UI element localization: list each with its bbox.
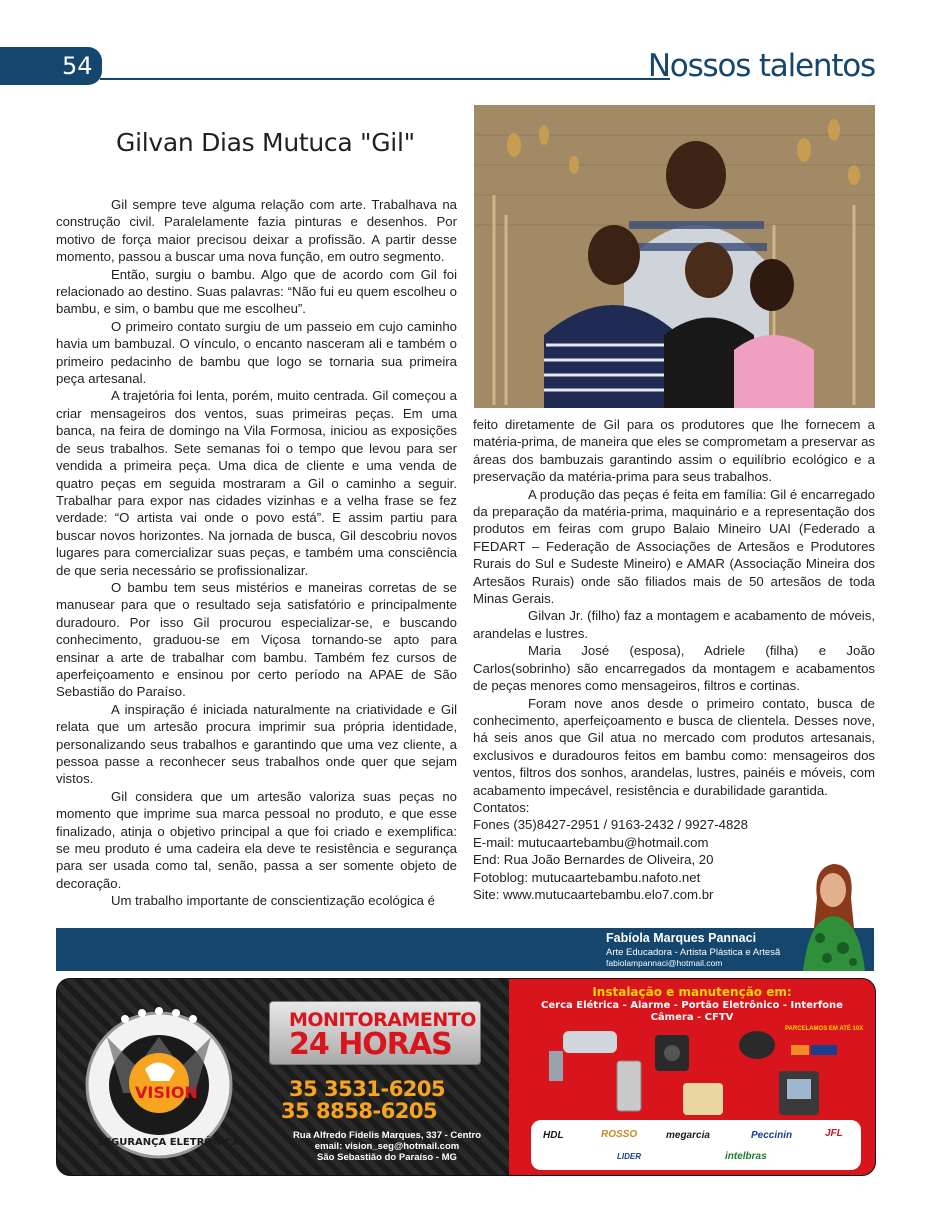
contacts-email: E-mail: mutucaartebambu@hotmail.com xyxy=(473,834,709,850)
brand-rosso: ROSSO xyxy=(601,1129,638,1140)
ad-install-line-1: Cerca Elétrica - Alarme - Portão Eletrônico - Interfone xyxy=(541,1000,843,1011)
article-right-column xyxy=(473,416,875,799)
paragraph: Gil sempre teve alguma relação com arte. Trabalhava na construção civil. Paralelamente fazia pinturas e desenhos. Por motivo de força maior precisou deixar a profissão. A partir desse momento, passou a buscar uma nova função, em outro segmento. xyxy=(56,197,457,265)
ad-phone-1: 35 3531-6205 xyxy=(289,1077,446,1101)
article-title: Gilvan Dias Mutuca "Gil" xyxy=(116,128,415,157)
paragraph: Maria José (esposa), Adriele (filha) e João Carlos(sobrinho) são encarregados da montagem e acabamentos de peças menores como mensageiros, filtros e cortinas. xyxy=(473,643,875,694)
advertisement xyxy=(56,978,876,1176)
security-products-illustration xyxy=(543,1023,863,1119)
contacts-address: End: Rua João Bernardes de Oliveira, 20 xyxy=(473,852,714,868)
page-number: 54 xyxy=(62,52,93,80)
brand-strip xyxy=(531,1120,861,1170)
brand-intelbras: intelbras xyxy=(725,1151,767,1162)
contacts-heading: Contatos: xyxy=(473,800,530,815)
paragraph: A inspiração é iniciada naturalmente na criatividade e Gil relata que um artesão procura imprimir sua própria identidade, personalizando seus trabalhos e garantindo que uma vez cliente, a pessoa passe a reconhecer seus trabalhos onde quer que sejam vistos. xyxy=(56,701,457,787)
contacts-site: Site: www.mutucaartebambu.elo7.com.br xyxy=(473,887,714,903)
ad-headline-monitoring: MONITORAMENTO xyxy=(289,1009,476,1031)
brand-megarcia: megarcia xyxy=(666,1130,710,1141)
family-photo xyxy=(474,105,875,408)
paragraph: feito diretamente de Gil para os produtores que lhe fornecem a matéria-prima, de maneira que eles se comprometam a preservar as áreas dos bambuzais garantindo assim o equilíbrio ecológico e a preservação da matéria-prima para seus trabalhos. xyxy=(473,417,875,485)
ad-phone-2: 35 8858-6205 xyxy=(281,1099,438,1123)
brand-jfl: JFL xyxy=(825,1128,843,1139)
section-title: Nossos talentos xyxy=(647,48,875,84)
paragraph: Um trabalho importante de conscientização ecológica é xyxy=(111,893,436,909)
paragraph: O bambu tem seus mistérios e maneiras corretas de se manusear para que o resultado seja satisfatório e principalmente duradouro. Por isso Gil procurou especializar-se, e buscando conhecimento, graduou-se em Viçosa tornando-se apto para ensinar a arte de trabalhar com bambu. Também fez cursos de aperfeiçoamento e ensinou por certo período na APAE de São Sebastião do Paraíso. xyxy=(56,579,457,700)
contacts-phones: Fones (35)8427-2951 / 9163-2432 / 9927-4828 xyxy=(473,817,748,833)
brand-lider: LIDER xyxy=(617,1152,641,1161)
ad-cards-label: PARCELAMOS EM ATÉ 10X xyxy=(785,1026,864,1032)
paragraph: A trajetória foi lenta, porém, muito centrada. Gil começou a criar mensageiros dos ventos, suas primeiras peças. Em uma banca, na feira de domingo na Vila Formosa, iniciou as exposições de seus trabalhos. Sete semanas foi o tempo que levou para ser vendida a primeira peça. Uma dica de cliente e uma venda de quatro peças em seguida mostraram a Gil o caminho a seguir. Trabalhar para expor nas cidades vizinhas e a velha frase se fez verdade: “O artista vai onde o povo está”. E assim partiu para buscar novos horizontes. Na jornada de busca, Gil descobriu novos lugares para comercializar suas peças, e também uma consciência de que seria necessário se profissionalizar. xyxy=(56,388,457,578)
ad-install-title: Instalação e manutenção em: xyxy=(592,985,792,999)
author-role: Arte Educadora - Artista Plástica e Artesã xyxy=(606,947,781,958)
article-left-column xyxy=(56,196,457,910)
brand-peccinin: Peccinin xyxy=(751,1130,793,1141)
ad-headline-24h: 24 HORAS xyxy=(289,1027,452,1062)
paragraph: A produção das peças é feita em família: Gil é encarregado da preparação da matéria-prima, maquinário e a representação dos produtos em feiras com grupo Balaio Mineiro UAI (Federado a FEDART – Federação de Associações de Artesãos e Produtores Rurais do Sul e Sudeste Mineiro) e AMAR (Associação Mineira dos Artesãos Rurais) onde são filiados mais de 50 artesãos de toda Minas Gerais. xyxy=(473,486,875,607)
ad-email-line: email: vision_seg@hotmail.com xyxy=(314,1141,460,1152)
paragraph: Gilvan Jr. (filho) faz a montagem e acabamento de móveis, arandelas e lustres. xyxy=(473,608,875,641)
vision-logo-ring-text: SEGURANÇA ELETRÔNICA xyxy=(97,1137,240,1148)
vision-logo-word: VISION xyxy=(135,1083,198,1102)
contacts-fotoblog: Fotoblog: mutucaartebambu.nafoto.net xyxy=(473,869,701,885)
paragraph: Então, surgiu o bambu. Algo que de acordo com Gil foi relacionado ao destino. Suas palavras: “Não fui eu quem escolheu o bambu, e sim, o bambu que me escolheu”. xyxy=(56,266,457,317)
paragraph: O primeiro contato surgiu de um passeio em cujo caminho havia um bambuzal. O vínculo, o encanto nasceram ali e também o primeiro pedacinho de bambu que logo se tornaria sua primeira peça artesanal. xyxy=(56,318,457,387)
author-name: Fabíola Marques Pannaci xyxy=(606,931,757,945)
author-email: fabiolampannaci@hotmail.com xyxy=(606,958,723,968)
brand-hdl: HDL xyxy=(543,1130,564,1141)
paragraph: Foram nove anos desde o primeiro contato, busca de conhecimento, aperfeiçoamento e busca de clientela. Desses nove, há seis anos que Gil atua no mercado com produtos artesanais, exclusivos e duradouros feitos em bambu como: mensageiros dos ventos, filtros dos sonhos, arandelas, lustres, painéis e móveis, com acabamento impecável, resistência e durabilidade garantida. xyxy=(473,695,875,798)
ad-address-line: Rua Alfredo Fidelis Marques, 337 - Centro xyxy=(292,1130,482,1141)
paragraph: Gil considera que um artesão valoriza suas peças no momento que imprime sua marca pessoal no produto, e que esse finalizado, atinja o objetivo principal a que foi criado e exemplifica: se meu produto é uma cadeira ela deve te resistência e segurança para ser usada como tal, senão, passa a ser somente objeto de decoração. xyxy=(56,788,457,891)
header-rule xyxy=(100,78,670,80)
author-portrait xyxy=(795,858,870,971)
ad-install-line-2: Câmera - CFTV xyxy=(650,1012,734,1023)
ad-city-line: São Sebastião do Paraíso - MG xyxy=(317,1152,457,1163)
